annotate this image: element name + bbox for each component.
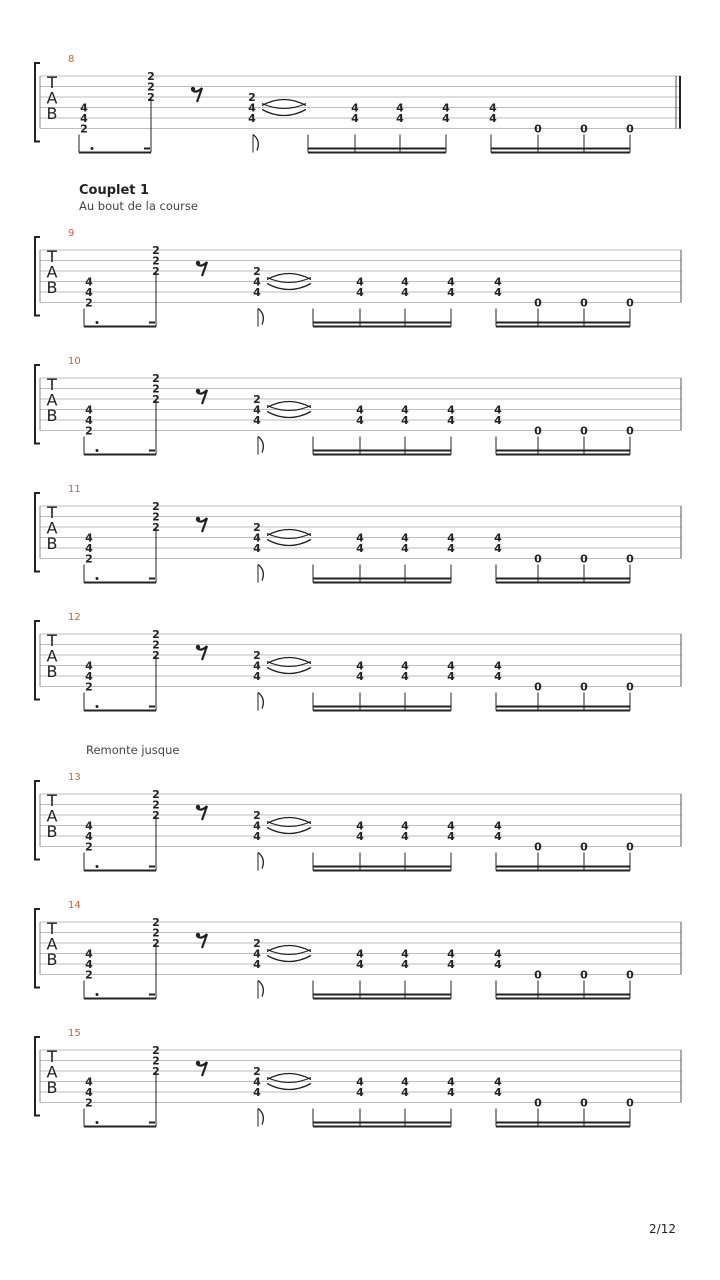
fret-number: 4 — [447, 286, 455, 299]
fret-number: 4 — [85, 819, 93, 833]
tab-system — [35, 1028, 681, 1127]
fret-number: 4 — [401, 542, 409, 555]
fret-number: 2 — [152, 649, 160, 662]
tab-clef-letter: A — [46, 1062, 58, 1082]
fret-number: 4 — [447, 542, 455, 555]
fret-number: 2 — [85, 840, 93, 854]
fret-number: 0 — [534, 122, 542, 136]
rhythm-dot — [96, 449, 99, 452]
fret-number: 4 — [401, 403, 409, 417]
tie-arc — [267, 956, 311, 962]
fret-number: 4 — [447, 947, 455, 961]
fret-number: 0 — [626, 968, 634, 982]
fret-number: 4 — [401, 659, 409, 673]
fret-number: 4 — [494, 659, 502, 673]
measure-number: 13 — [68, 772, 81, 783]
measure-number: 11 — [68, 484, 81, 495]
fret-number: 4 — [447, 275, 455, 289]
fret-number: 0 — [580, 1096, 588, 1110]
fret-number: 2 — [147, 70, 155, 83]
rhythm-dot — [91, 147, 94, 150]
fret-number: 4 — [356, 414, 364, 427]
tab-clef-letter: A — [46, 806, 58, 826]
fret-number: 4 — [447, 414, 455, 427]
note-flag — [258, 693, 263, 709]
fret-number: 4 — [356, 403, 364, 417]
tab-clef-letter: B — [46, 278, 58, 297]
fret-number: 2 — [152, 809, 160, 822]
tab-system — [35, 356, 681, 455]
tab-clef-letter: A — [46, 390, 58, 410]
fret-number: 4 — [248, 101, 256, 115]
fret-number: 0 — [534, 840, 542, 854]
fret-number: 4 — [85, 947, 93, 961]
fret-number: 4 — [447, 659, 455, 673]
fret-number: 4 — [85, 958, 93, 971]
tie-arc — [267, 946, 311, 952]
fret-number: 2 — [152, 265, 160, 278]
fret-number: 2 — [152, 393, 160, 406]
fret-number: 0 — [580, 122, 588, 136]
fret-number: 4 — [447, 531, 455, 545]
fret-number: 0 — [626, 840, 634, 854]
fret-number: 2 — [152, 1044, 160, 1057]
system-bracket — [35, 781, 40, 860]
tab-clef-letter: T — [47, 247, 57, 266]
fret-number: 0 — [534, 680, 542, 694]
fret-number: 4 — [447, 1075, 455, 1089]
fret-number: 4 — [401, 1086, 409, 1099]
system-bracket — [35, 493, 40, 572]
fret-number: 4 — [356, 670, 364, 683]
tie-arc — [267, 658, 311, 664]
fret-number: 4 — [494, 830, 502, 843]
fret-number: 4 — [351, 101, 359, 115]
fret-number: 4 — [253, 1086, 261, 1099]
fret-number: 4 — [80, 101, 88, 115]
fret-number: 2 — [152, 382, 160, 396]
fret-number: 4 — [356, 531, 364, 545]
tab-clef-letter: B — [46, 406, 58, 425]
fret-number: 2 — [253, 937, 261, 950]
section-title: Couplet 1 — [79, 183, 150, 198]
fret-number: 2 — [85, 968, 93, 982]
fret-number: 4 — [85, 670, 93, 683]
tab-clef-letter: B — [46, 534, 58, 553]
measure-number: 10 — [68, 356, 81, 367]
tie-arc — [267, 530, 311, 536]
tab-clef-letter: A — [46, 518, 58, 538]
fret-number: 4 — [253, 414, 261, 427]
fret-number: 4 — [253, 275, 261, 289]
fret-number: 2 — [147, 80, 155, 94]
measure-number: 9 — [68, 228, 75, 239]
tie-arc — [267, 828, 311, 834]
fret-number: 2 — [152, 628, 160, 641]
note-flag — [253, 135, 258, 151]
eighth-rest-dot — [196, 261, 200, 265]
fret-number: 2 — [152, 521, 160, 534]
eighth-rest-dot — [196, 933, 200, 937]
fret-number: 4 — [253, 1075, 261, 1089]
fret-number: 4 — [253, 659, 261, 673]
fret-number: 4 — [494, 819, 502, 833]
fret-number: 0 — [580, 296, 588, 310]
fret-number: 4 — [447, 403, 455, 417]
fret-number: 4 — [494, 403, 502, 417]
tab-clef-letter: B — [46, 662, 58, 681]
fret-number: 4 — [494, 542, 502, 555]
fret-number: 4 — [401, 414, 409, 427]
measure-number: 15 — [68, 1028, 81, 1039]
fret-number: 4 — [494, 414, 502, 427]
tab-clef-letter: A — [46, 934, 58, 954]
fret-number: 0 — [626, 552, 634, 566]
rhythm-dot — [96, 705, 99, 708]
tab-clef-letter: B — [46, 104, 58, 123]
fret-number: 0 — [580, 424, 588, 438]
fret-number: 0 — [534, 296, 542, 310]
fret-number: 4 — [494, 958, 502, 971]
fret-number: 0 — [580, 840, 588, 854]
fret-number: 0 — [580, 968, 588, 982]
system-bracket — [35, 365, 40, 444]
fret-number: 4 — [356, 286, 364, 299]
fret-number: 4 — [401, 286, 409, 299]
fret-number: 4 — [356, 947, 364, 961]
fret-number: 4 — [248, 112, 256, 125]
fret-number: 4 — [253, 819, 261, 833]
fret-number: 4 — [447, 958, 455, 971]
fret-number: 2 — [80, 122, 88, 136]
tie-arc — [267, 402, 311, 408]
fret-number: 4 — [401, 531, 409, 545]
fret-number: 4 — [401, 947, 409, 961]
tab-system — [35, 612, 681, 711]
tab-clef-letter: A — [46, 262, 58, 282]
section-lyric: Remonte jusque — [86, 743, 180, 757]
tab-clef-letter: T — [47, 631, 57, 650]
fret-number: 2 — [152, 798, 160, 812]
note-flag — [258, 981, 263, 997]
fret-number: 4 — [356, 958, 364, 971]
fret-number: 0 — [580, 680, 588, 694]
rhythm-dot — [96, 993, 99, 996]
tab-clef-letter: T — [47, 73, 57, 92]
fret-number: 0 — [534, 552, 542, 566]
fret-number: 4 — [253, 531, 261, 545]
fret-number: 2 — [253, 649, 261, 662]
fret-number: 0 — [534, 968, 542, 982]
fret-number: 2 — [147, 91, 155, 104]
fret-number: 4 — [401, 958, 409, 971]
fret-number: 4 — [442, 101, 450, 115]
tie-arc — [267, 1084, 311, 1090]
fret-number: 4 — [494, 1086, 502, 1099]
note-flag — [258, 853, 263, 869]
tie-arc — [267, 412, 311, 418]
fret-number: 4 — [356, 1086, 364, 1099]
tie-arc — [267, 1074, 311, 1080]
fret-number: 0 — [626, 296, 634, 310]
tab-clef-letter: T — [47, 791, 57, 810]
fret-number: 4 — [494, 670, 502, 683]
fret-number: 2 — [253, 1065, 261, 1078]
system-bracket — [35, 1037, 40, 1116]
fret-number: 2 — [152, 638, 160, 652]
tab-clef-letter: T — [47, 1047, 57, 1066]
tab-clef-letter: T — [47, 919, 57, 938]
tab-clef-letter: B — [46, 822, 58, 841]
fret-number: 2 — [85, 424, 93, 438]
eighth-rest-dot — [196, 1061, 200, 1065]
tab-system — [35, 900, 681, 999]
tie-arc — [262, 100, 306, 106]
fret-number: 2 — [152, 244, 160, 257]
tab-clef-letter: T — [47, 375, 57, 394]
page-number: 2/12 — [649, 1222, 676, 1236]
fret-number: 4 — [253, 958, 261, 971]
fret-number: 4 — [401, 830, 409, 843]
fret-number: 0 — [534, 424, 542, 438]
fret-number: 2 — [253, 393, 261, 406]
section-lyric: Au bout de la course — [79, 199, 198, 213]
note-flag — [258, 1109, 263, 1125]
fret-number: 4 — [85, 531, 93, 545]
fret-number: 4 — [85, 403, 93, 417]
fret-number: 4 — [253, 403, 261, 417]
fret-number: 0 — [626, 122, 634, 136]
system-bracket — [35, 909, 40, 988]
note-flag — [258, 565, 263, 581]
measure-number: 14 — [68, 900, 81, 911]
tab-clef-letter: A — [46, 88, 58, 108]
fret-number: 4 — [356, 542, 364, 555]
tab-system — [35, 228, 681, 327]
fret-number: 2 — [152, 937, 160, 950]
fret-number: 0 — [626, 680, 634, 694]
fret-number: 0 — [534, 1096, 542, 1110]
tab-clef-letter: B — [46, 950, 58, 969]
measure-number: 12 — [68, 612, 81, 623]
fret-number: 4 — [396, 112, 404, 125]
fret-number: 4 — [85, 275, 93, 289]
fret-number: 0 — [580, 552, 588, 566]
fret-number: 4 — [80, 112, 88, 125]
rhythm-dot — [96, 321, 99, 324]
fret-number: 2 — [152, 788, 160, 801]
fret-number: 4 — [494, 947, 502, 961]
fret-number: 4 — [401, 819, 409, 833]
fret-number: 2 — [152, 254, 160, 268]
tab-clef-letter: T — [47, 503, 57, 522]
fret-number: 4 — [494, 275, 502, 289]
fret-number: 4 — [85, 830, 93, 843]
rhythm-dot — [96, 865, 99, 868]
note-flag — [258, 309, 263, 325]
eighth-rest-dot — [191, 87, 195, 91]
fret-number: 2 — [152, 1065, 160, 1078]
eighth-rest-dot — [196, 645, 200, 649]
fret-number: 2 — [248, 91, 256, 104]
fret-number: 4 — [356, 275, 364, 289]
eighth-rest-dot — [196, 517, 200, 521]
fret-number: 2 — [152, 372, 160, 385]
fret-number: 4 — [356, 819, 364, 833]
tie-arc — [267, 818, 311, 824]
tab-system — [35, 772, 681, 871]
eighth-rest-dot — [196, 805, 200, 809]
tie-arc — [267, 540, 311, 546]
fret-number: 2 — [85, 552, 93, 566]
fret-number: 4 — [447, 1086, 455, 1099]
fret-number: 4 — [253, 830, 261, 843]
fret-number: 4 — [253, 947, 261, 961]
tab-clef-letter: A — [46, 646, 58, 666]
fret-number: 4 — [494, 1075, 502, 1089]
fret-number: 0 — [626, 424, 634, 438]
fret-number: 2 — [253, 809, 261, 822]
fret-number: 4 — [85, 542, 93, 555]
fret-number: 2 — [85, 1096, 93, 1110]
tie-arc — [267, 274, 311, 280]
measure-number: 8 — [68, 54, 75, 65]
fret-number: 4 — [253, 286, 261, 299]
fret-number: 4 — [85, 286, 93, 299]
fret-number: 4 — [489, 101, 497, 115]
fret-number: 4 — [253, 542, 261, 555]
fret-number: 4 — [494, 531, 502, 545]
eighth-rest-dot — [196, 389, 200, 393]
system-bracket — [35, 237, 40, 316]
fret-number: 4 — [356, 830, 364, 843]
fret-number: 2 — [152, 500, 160, 513]
fret-number: 4 — [356, 659, 364, 673]
tie-arc — [267, 284, 311, 290]
fret-number: 4 — [253, 670, 261, 683]
system-bracket — [35, 63, 40, 142]
fret-number: 4 — [396, 101, 404, 115]
fret-number: 4 — [85, 659, 93, 673]
rhythm-dot — [96, 577, 99, 580]
fret-number: 2 — [152, 926, 160, 940]
fret-number: 2 — [152, 916, 160, 929]
fret-number: 4 — [401, 1075, 409, 1089]
fret-number: 4 — [489, 112, 497, 125]
fret-number: 0 — [626, 1096, 634, 1110]
fret-number: 4 — [351, 112, 359, 125]
fret-number: 4 — [447, 819, 455, 833]
tab-clef-letter: B — [46, 1078, 58, 1097]
fret-number: 2 — [152, 510, 160, 524]
fret-number: 2 — [85, 680, 93, 694]
fret-number: 4 — [494, 286, 502, 299]
system-bracket — [35, 621, 40, 700]
fret-number: 4 — [85, 1075, 93, 1089]
tab-system — [35, 54, 681, 153]
rhythm-dot — [96, 1121, 99, 1124]
fret-number: 4 — [85, 414, 93, 427]
note-flag — [258, 437, 263, 453]
fret-number: 4 — [401, 670, 409, 683]
fret-number: 4 — [356, 1075, 364, 1089]
tab-system — [35, 484, 681, 583]
fret-number: 4 — [447, 670, 455, 683]
fret-number: 2 — [85, 296, 93, 310]
tie-arc — [267, 668, 311, 674]
tie-arc — [262, 110, 306, 116]
fret-number: 4 — [447, 830, 455, 843]
fret-number: 2 — [152, 1054, 160, 1068]
fret-number: 2 — [253, 521, 261, 534]
fret-number: 4 — [85, 1086, 93, 1099]
fret-number: 4 — [401, 275, 409, 289]
fret-number: 2 — [253, 265, 261, 278]
fret-number: 4 — [442, 112, 450, 125]
